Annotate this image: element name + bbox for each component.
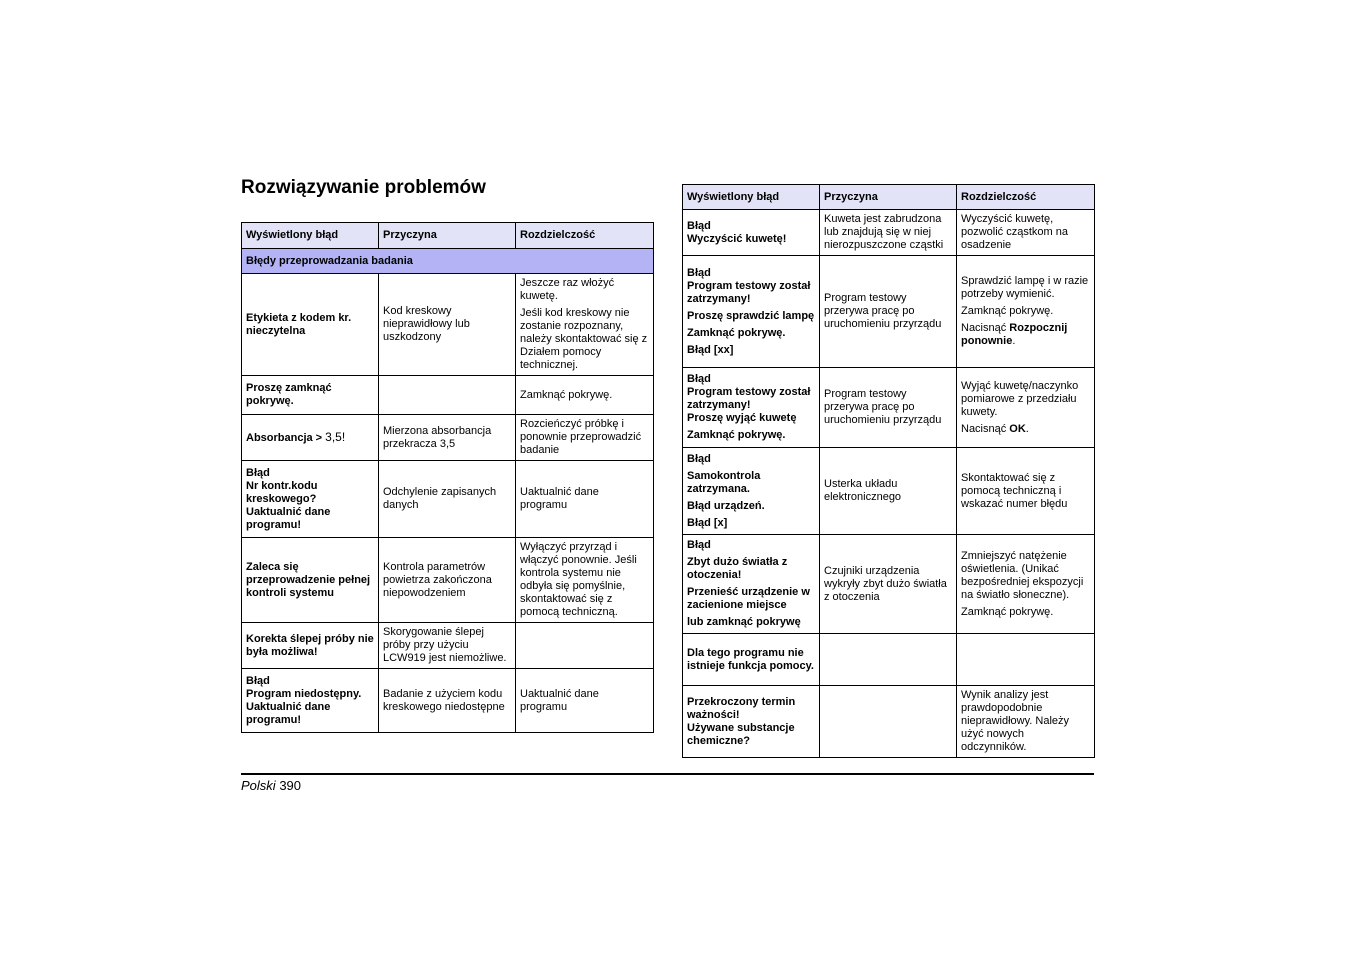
error-cell: Błąd Samokontrola zatrzymana. Błąd urządzeń. Błąd [x] (683, 448, 820, 535)
header-error: Wyświetlony błąd (683, 185, 820, 210)
footer-divider (241, 773, 1094, 775)
cause-cell: Kuweta jest zabrudzona lub znajdują się w niej nierozpuszczone cząstki (820, 210, 957, 256)
cause-cell: Odchylenie zapisanych danych (379, 461, 516, 538)
solution-cell: Wyłączyć przyrząd i włączyć ponownie. Jeśli kontrola systemu nie odbyła się pomyślnie, skontaktować się z pomocą techniczną. (516, 538, 654, 623)
solution-cell (957, 634, 1095, 686)
solution-cell: Jeszcze raz włożyć kuwetę. Jeśli kod kreskowy nie zostanie rozpoznany, należy skontaktować się z Działem pomocy technicznej. (516, 274, 654, 376)
cause-cell: Mierzona absorbancja przekracza 3,5 (379, 415, 516, 461)
header-cause: Przyczyna (820, 185, 957, 210)
solution-cell: Rozcieńczyć próbkę i ponownie przeprowadzić badanie (516, 415, 654, 461)
error-cell: Dla tego programu nie istnieje funkcja pomocy. (683, 634, 820, 686)
cause-cell: Kontrola parametrów powietrza zakończona niepowodzeniem (379, 538, 516, 623)
page-footer (241, 778, 301, 793)
error-cell: Przekroczony termin ważności! Używane substancje chemiczne? (683, 686, 820, 758)
error-cell: Błąd Wyczyścić kuwetę! (683, 210, 820, 256)
page-title: Rozwiązywanie problemów (241, 177, 486, 198)
error-cell: Zaleca się przeprowadzenie pełnej kontroli systemu (242, 538, 379, 623)
error-cell: Błąd Program testowy został zatrzymany! Proszę wyjąć kuwetę Zamknąć pokrywę. (683, 368, 820, 448)
header-error: Wyświetlony błąd (242, 223, 379, 249)
solution-cell (516, 623, 654, 669)
solution-cell: Zmniejszyć natężenie oświetlenia. (Unikać bezpośredniej ekspozycji na światło słoneczne). Zamknąć pokrywę. (957, 535, 1095, 634)
error-cell: Korekta ślepej próby nie była możliwa! (242, 623, 379, 669)
right-troubleshooting-table (682, 184, 1095, 758)
solution-cell: Wyczyścić kuwetę, pozwolić cząstkom na osadzenie (957, 210, 1095, 256)
cause-cell: Program testowy przerywa pracę po uruchomieniu przyrządu (820, 368, 957, 448)
cause-cell (379, 376, 516, 415)
solution-cell: Skontaktować się z pomocą techniczną i wskazać numer błędu (957, 448, 1095, 535)
cause-cell: Skorygowanie ślepej próby przy użyciu LCW919 jest niemożliwe. (379, 623, 516, 669)
error-cell: Absorbancja > 3,5! (242, 415, 379, 461)
solution-cell: Uaktualnić dane programu (516, 669, 654, 733)
cause-cell: Badanie z użyciem kodu kreskowego niedostępne (379, 669, 516, 733)
footer-language: Polski (241, 778, 276, 793)
solution-cell: Wynik analizy jest prawdopodobnie nieprawidłowy. Należy użyć nowych odczynników. (957, 686, 1095, 758)
cause-cell: Kod kreskowy nieprawidłowy lub uszkodzony (379, 274, 516, 376)
header-solution: Rozdzielczość (516, 223, 654, 249)
section-header: Błędy przeprowadzania badania (242, 249, 654, 274)
left-troubleshooting-table (241, 222, 654, 733)
solution-cell: Wyjąć kuwetę/naczynko pomiarowe z przedziału kuwety. Nacisnąć OK. (957, 368, 1095, 448)
error-cell: Błąd Program niedostępny. Uaktualnić dane programu! (242, 669, 379, 733)
cause-cell: Program testowy przerywa pracę po uruchomieniu przyrządu (820, 256, 957, 368)
cause-cell (820, 686, 957, 758)
error-cell: Etykieta z kodem kr. nieczytelna (242, 274, 379, 376)
header-cause: Przyczyna (379, 223, 516, 249)
cause-cell: Czujniki urządzenia wykryły zbyt dużo światła z otoczenia (820, 535, 957, 634)
solution-cell: Uaktualnić dane programu (516, 461, 654, 538)
solution-cell: Sprawdzić lampę i w razie potrzeby wymienić. Zamknąć pokrywę. Nacisnąć Rozpocznij ponownie. (957, 256, 1095, 368)
error-cell: Błąd Zbyt dużo światła z otoczenia! Przenieść urządzenie w zacienione miejsce lub zamknąć pokrywę (683, 535, 820, 634)
header-solution: Rozdzielczość (957, 185, 1095, 210)
solution-cell: Zamknąć pokrywę. (516, 376, 654, 415)
cause-cell: Usterka układu elektronicznego (820, 448, 957, 535)
cause-cell (820, 634, 957, 686)
page-number: 390 (279, 778, 302, 793)
error-cell: Proszę zamknąć pokrywę. (242, 376, 379, 415)
error-cell: Błąd Program testowy został zatrzymany! Proszę sprawdzić lampę Zamknąć pokrywę. Błąd [xx] (683, 256, 820, 368)
error-cell: Błąd Nr kontr.kodu kreskowego? Uaktualnić dane programu! (242, 461, 379, 538)
